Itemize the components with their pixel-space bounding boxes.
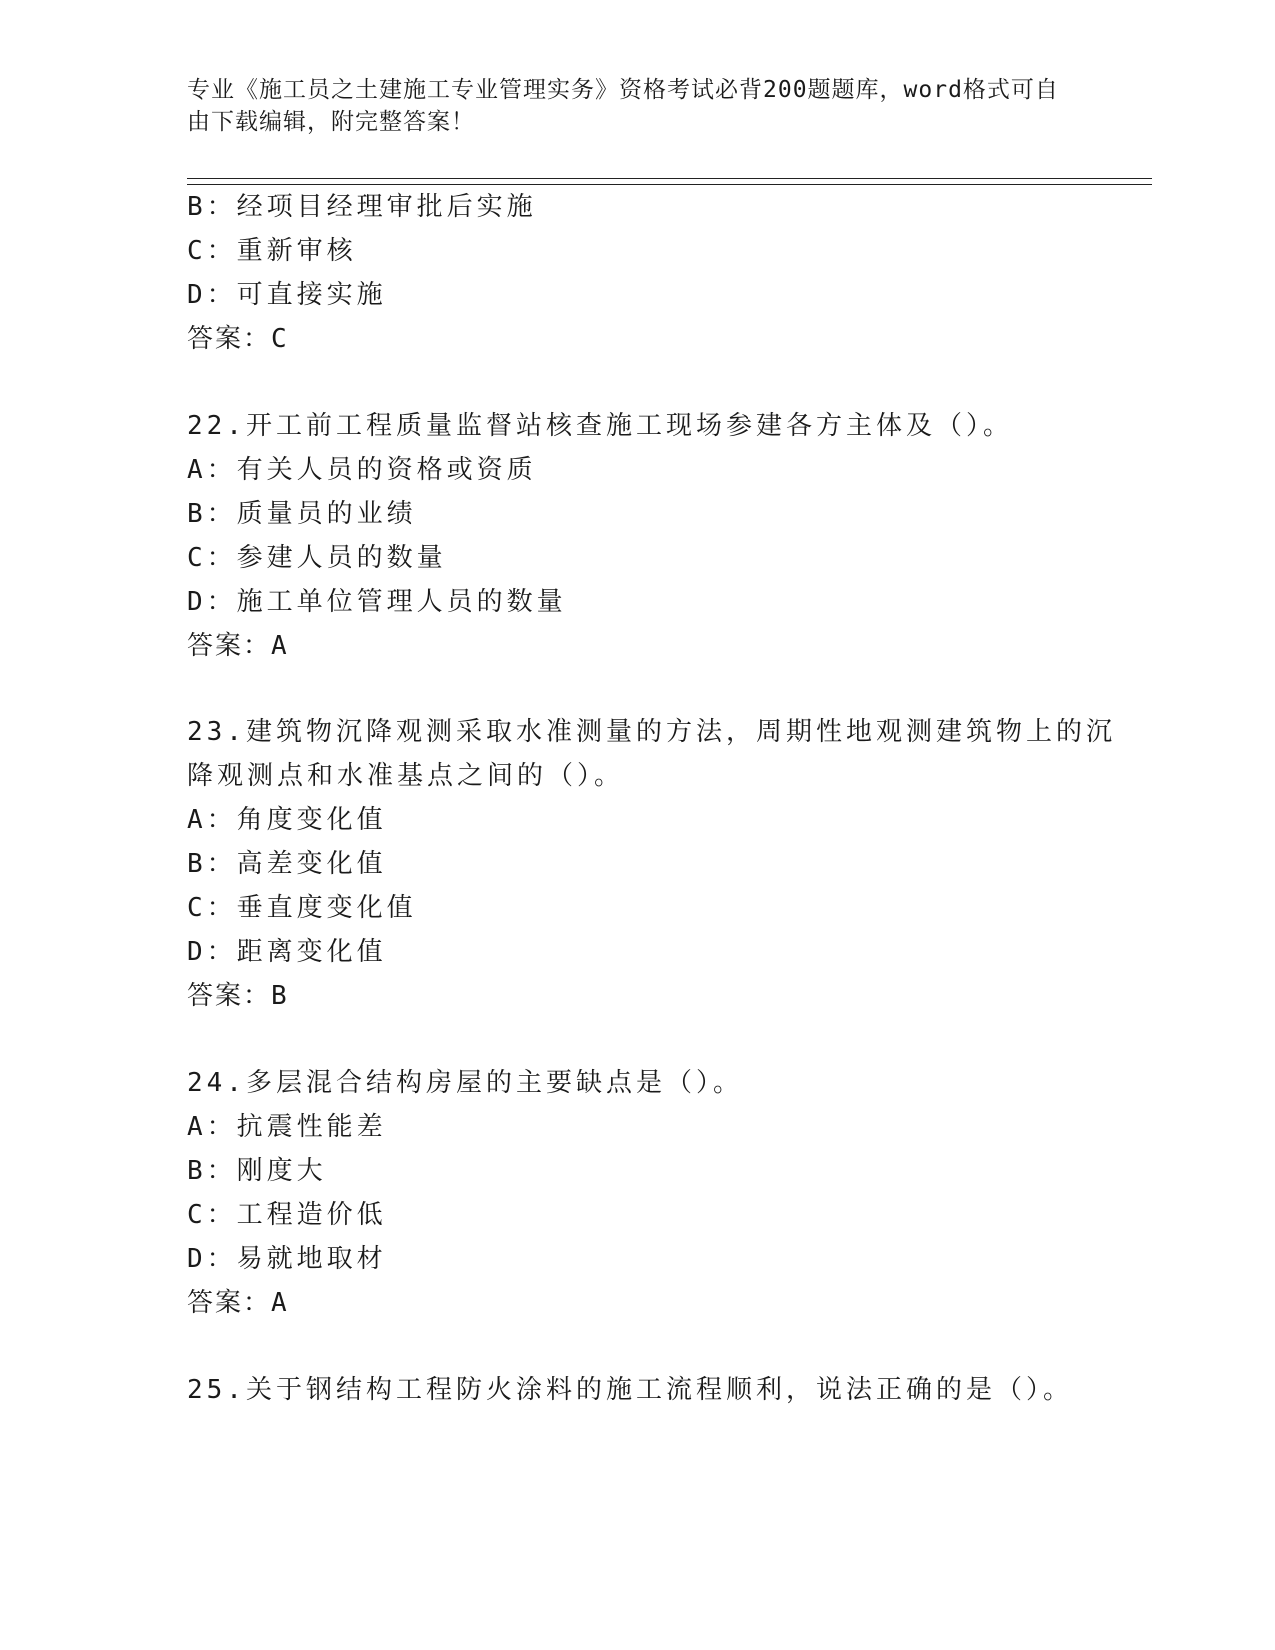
q24-option-a: A：抗震性能差 [187,1112,387,1142]
q24-answer: 答案：A [187,1288,289,1318]
q22-answer: 答案：A [187,631,289,661]
q24-option-b: B：刚度大 [187,1156,327,1186]
q22-option-a: A：有关人员的资格或资质 [187,455,537,485]
q24-option-d: D：易就地取材 [187,1244,387,1274]
q22-question: 22.开工前工程质量监督站核查施工现场参建各方主体及（）。 [187,411,1013,441]
q22-option-d: D：施工单位管理人员的数量 [187,587,567,617]
q25-question: 25.关于钢结构工程防火涂料的施工流程顺利，说法正确的是（）。 [187,1375,1073,1405]
q24-option-c: C：工程造价低 [187,1200,387,1230]
q23-option-c: C：垂直度变化值 [187,893,417,923]
q23-question-line2: 降观测点和水准基点之间的（）。 [187,761,625,791]
q23-option-b: B：高差变化值 [187,849,387,879]
header-rule-top [187,178,1152,179]
q21-option-c: C：重新审核 [187,236,357,266]
q23-answer: 答案：B [187,981,289,1011]
header-rule-bottom [187,184,1152,185]
q21-option-d: D：可直接实施 [187,280,387,310]
q23-option-a: A：角度变化值 [187,805,387,835]
q23-question-line1: 23.建筑物沉降观测采取水准测量的方法，周期性地观测建筑物上的沉 [187,717,1116,747]
q24-question: 24.多层混合结构房屋的主要缺点是（）。 [187,1068,743,1098]
q22-option-b: B：质量员的业绩 [187,499,417,529]
document-header: 专业《施工员之土建施工专业管理实务》资格考试必背200题题库，word格式可自由下载编辑，附完整答案！ [187,77,1059,135]
q21-answer: 答案：C [187,324,289,354]
q23-option-d: D：距离变化值 [187,937,387,967]
q21-option-b: B：经项目经理审批后实施 [187,192,537,222]
q22-option-c: C：参建人员的数量 [187,543,447,573]
